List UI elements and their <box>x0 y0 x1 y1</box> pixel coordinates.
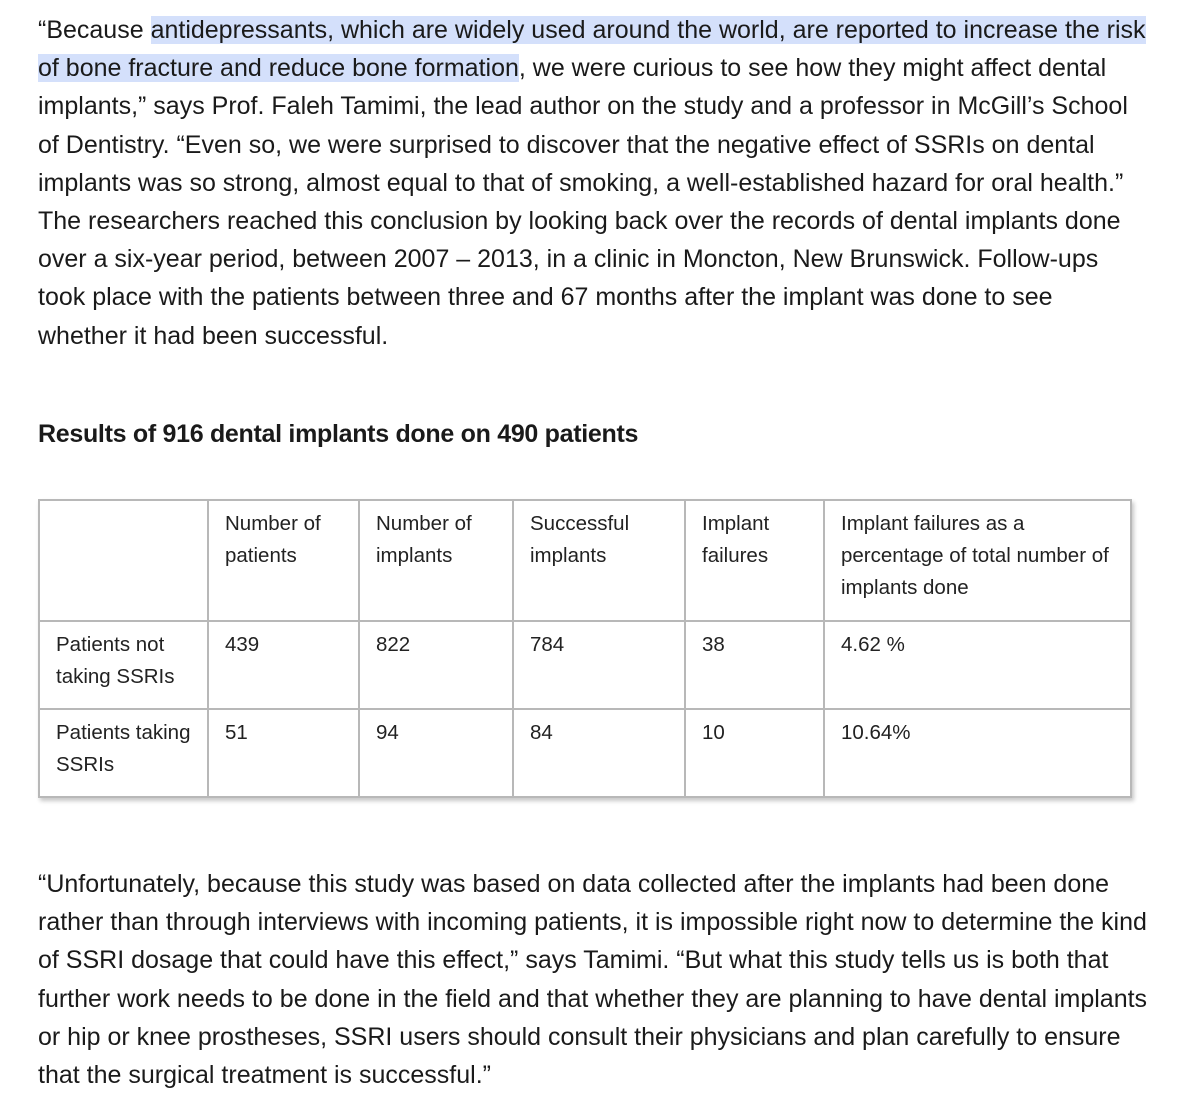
row-label-cell: Patients taking SSRIs <box>39 709 208 797</box>
table-row <box>39 709 1131 797</box>
results-table <box>38 499 1132 798</box>
quote-paragraph <box>38 11 1148 202</box>
table-cell: 38 <box>685 621 824 709</box>
header-cell <box>39 500 208 621</box>
article-closing <box>38 865 1148 1094</box>
table-cell: 439 <box>208 621 359 709</box>
table-cell: 822 <box>359 621 513 709</box>
header-cell: Successful implants <box>513 500 685 621</box>
header-cell: Number of patients <box>208 500 359 621</box>
table-cell: 94 <box>359 709 513 797</box>
table-row <box>39 621 1131 709</box>
method-paragraph: The researchers reached this conclusion by looking back over the records of dental implants done over a six-year period, between 2007 – 2013, in a clinic in Moncton, New Brunswick. Follow-ups took place with the patients between three and 67 months after the implant was done to see whether it had been successful. <box>38 207 1121 350</box>
quote-rest: , we were curious to see how they might affect dental implants,” says Prof. Faleh Tamimi, the lead author on the study and a professor in McGill’s School of Dentistry. “Even so, we were surprised to discover that the negative effect of SSRIs on dental implants was so strong, almost equal to that of smoking, a well-established hazard for oral health.” <box>38 54 1128 197</box>
article-intro <box>38 11 1148 355</box>
table-cell: 10.64% <box>824 709 1131 797</box>
table-cell: 784 <box>513 621 685 709</box>
table-cell: 51 <box>208 709 359 797</box>
table-cell: 4.62 % <box>824 621 1131 709</box>
table-title: Results of 916 dental implants done on 490 patients <box>38 420 639 448</box>
header-cell: Number of implants <box>359 500 513 621</box>
row-label-cell: Patients not taking SSRIs <box>39 621 208 709</box>
closing-paragraph: “Unfortunately, because this study was based on data collected after the implants had been done rather than through interviews with incoming patients, it is impossible right now to determine the kind of SSRI dosage that could have this effect,” says Tamimi. “But what this study tells us is both that further work needs to be done in the field and that whether they are planning to have dental implants or hip or knee prostheses, SSRI users should consult their physicians and plan carefully to ensure that the surgical treatment is successful.” <box>38 870 1148 1090</box>
header-cell: Implant failures as a percentage of total number of implants done <box>824 500 1131 621</box>
header-cell: Implant failures <box>685 500 824 621</box>
quote-open: “Because <box>38 16 151 44</box>
table-header-row <box>39 500 1131 621</box>
table-cell: 84 <box>513 709 685 797</box>
selected-text-highlight[interactable]: antidepressants, which are widely used around the world, are reported to increase the risk of bone fracture and reduce bone formation <box>38 16 1146 83</box>
table-cell: 10 <box>685 709 824 797</box>
